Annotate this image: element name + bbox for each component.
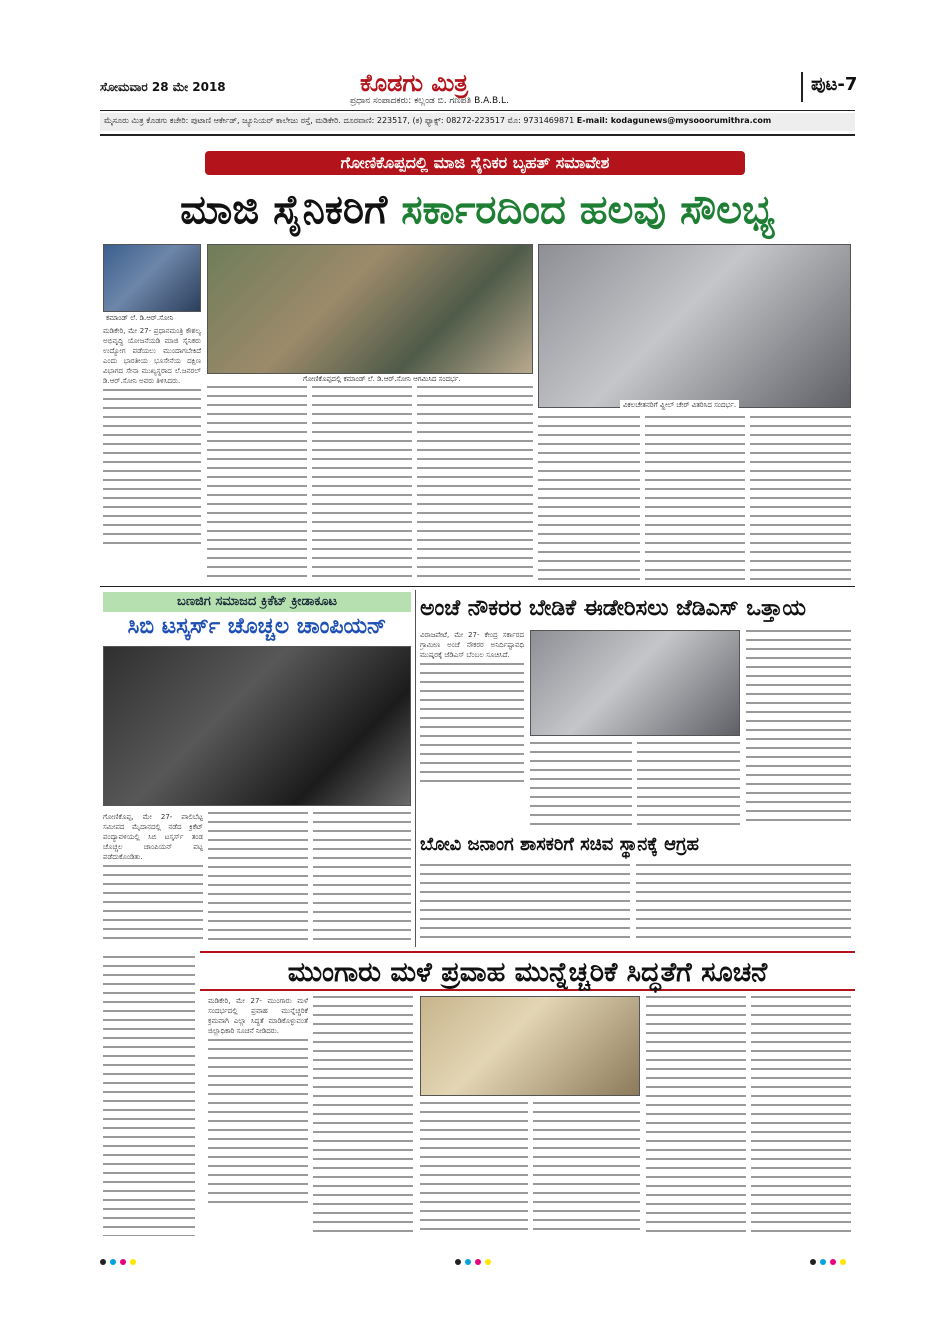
story2-column-3 [313,812,411,946]
story1-body-text [103,389,201,549]
story2-column-2 [208,812,308,946]
story3-column-4 [746,630,851,826]
story5-body-text [208,1039,308,1209]
story1-caption-1: ಕಮಾಂಡ್ ಲೆ. ಡಿ.ಆರ್.ಸೋನಿ [103,313,201,324]
story3-lead: ವಿರಾಜಪೇಟೆ, ಮೇ 27- ಕೇಂದ್ರ ಸರ್ಕಾರದ ಗ್ರಾಮೀಣ ಅಂಚೆ ನೌಕರರ ಅನಿರ್ದಿಷ್ಟಾವಧಿ ಮುಷ್ಕರಕ್ಕೆ ಜೆಡಿಎಸ್ ಬೆಂಬಲ ಸೂಚಿಸಿದೆ. [420,631,524,659]
story5-lead: ಮಡಿಕೇರಿ, ಮೇ 27- ಮುಂಗಾರು ಮಳೆ ಸಂದರ್ಭದಲ್ಲಿ ಪ್ರವಾಹ ಮುನ್ನೆಚ್ಚರಿಕೆ ಕ್ರಮವಾಗಿ ಎಲ್ಲಾ ಸಿದ್ಧತೆ ಮಾಡಿಕೊಳ್ಳುವಂತೆ ಜಿಲ್ಲಾಧಿಕಾರಿ ಸೂಚನೆ ನೀಡಿದರು. [208,997,308,1035]
story3-body-text [420,663,524,783]
story5-column-3 [420,1102,528,1236]
story5-column-6 [751,996,851,1236]
story2-column-1 [103,812,203,946]
story1-caption-3: ವಿಕಲಚೇತನರಿಗೆ ವ್ಹೀಲ್ ಚೇರ್ ವಿತರಿಸಿದ ಸಂದರ್ಭ. [620,400,739,411]
story2-kicker: ಬಣಜಿಗ ಸಮಾಜದ ಕ್ರಿಕೆಟ್ ಕ್ರೀಡಾಕೂಟ [103,592,411,612]
story3-column-2 [530,742,632,826]
story1-column-3 [312,386,412,582]
story1-column-2 [207,386,307,582]
story1-column-4 [417,386,533,582]
story1-column-1 [103,326,201,582]
story1-photo-parade [207,244,533,374]
issue-date: ಸೋಮವಾರ 28 ಮೇ 2018 [100,80,226,94]
section-divider [100,586,855,587]
story2-photo-team [103,646,411,806]
story2-body-text [103,865,203,945]
masthead-rule-bottom [100,134,855,136]
story5-column-2 [313,996,413,1236]
story4-column-1 [420,864,630,944]
editor-line: ಪ್ರಧಾನ ಸಂಪಾದಕರು: ಕಲ್ಲಂಡ ಬಿ. ಗಣಪತಿ B.A.B.L. [350,96,509,106]
story1-lead: ಮಡಿಕೇರಿ, ಮೇ 27- ಪ್ರಧಾನಮಂತ್ರಿ ಕೌಶಲ್ಯ ಅಭಿವೃದ್ಧಿ ಯೋಜನೆಯಡಿ ಮಾಜಿ ಸೈನಿಕರು ಉದ್ಯೋಗ ಪಡೆಯಲು ಮುಂದಾಗಬೇಕಿದೆ ಎಂದು ಭಾರತೀಯ ಭೂಸೇನೆಯ ದಕ್ಷಿಣ ವಿಭಾಗದ ಸೇನಾ ಮುಖ್ಯಸ್ಥರಾದ ಲೆ.ಜನರಲ್ ಡಿ.ಆರ್.ಸೋನಿ ಅವರು ತಿಳಿಸಿದರು. [103,327,201,385]
masthead-rule [100,110,855,111]
contact-text: ಮೈಸೂರು ಮಿತ್ರ ಕೊಡಗು ಕಚೇರಿ: ಪುಟಾಣಿ ಆರ್ಕೇಡ್, ಜ್ಯೂನಿಯರ್ ಕಾಲೇಜು ರಸ್ತೆ, ಮಡಿಕೇರಿ. ದೂರವಾಣಿ: 223517, (ಕ) ಫ್ಯಾಕ್ಸ್: 08272-223517 ಮೊ: 9731469871 [104,116,575,125]
print-registration-marks-left [100,1250,140,1269]
story1-photo-portrait [103,244,201,312]
story1-photo-wheelchair [538,244,851,408]
contact-email: E-mail: kodagunews@mysooorumithra.com [576,116,772,125]
print-registration-marks-center [455,1250,495,1269]
story1-headline [100,182,855,238]
print-registration-marks-right [810,1250,850,1269]
story2-headline: ಸಿಬಿ ಟಸ್ಕರ್ಸ್ ಚೊಚ್ಚಲ ಚಾಂಪಿಯನ್ [127,614,387,639]
story4-column-2 [636,864,851,944]
story3-headline: ಅಂಚೆ ನೌಕರರ ಬೇಡಿಕೆ ಈಡೇರಿಸಲು ಜೆಡಿಎಸ್ ಒತ್ತಾಯ [420,596,806,621]
story4-headline: ಬೋವಿ ಜನಾಂಗ ಶಾಸಕರಿಗೆ ಸಚಿವ ಸ್ಥಾನಕ್ಕೆ ಆಗ್ರಹ [420,834,699,855]
story5-headline: ಮುಂಗಾರು ಮಳೆ ಪ್ರವಾಹ ಮುನ್ನೆಚ್ಚರಿಕೆ ಸಿದ್ಧತೆಗೆ ಸೂಚನೆ [200,951,855,991]
story3-column-3 [637,742,740,826]
story3-column-1 [420,630,524,826]
column-rule [415,590,416,947]
contact-strip [100,113,855,131]
story1-column-6 [645,416,745,582]
story5-column-5 [646,996,746,1236]
story1-caption-2: ಗೋಣಿಕೊಪ್ಪದಲ್ಲಿ ಕಮಾಂಡ್ ಲೆ. ಡಿ.ಆರ್.ಸೋನಿ ಆಗಮಿಸಿದ ಸಂದರ್ಭ. [300,374,464,385]
story5-column-4 [533,1102,640,1236]
newspaper-title: ಕೊಡಗು ಮಿತ್ರ [360,68,469,97]
story5-column-1 [208,996,308,1236]
left-strip-column [103,956,195,1236]
page-number: ಪುಟ-7 [801,72,855,102]
story1-headline-part1: ಮಾಜಿ ಸೈನಿಕರಿಗೆ [180,186,388,233]
story2-lead: ಗೋಣಿಕೊಪ್ಪ, ಮೇ 27- ಪಾಲಿಬೆಟ್ಟ ಸಮೀಪದ ಮೈದಾನದಲ್ಲಿ ನಡೆದ ಕ್ರಿಕೆಟ್ ಪಂದ್ಯಾವಳಿಯಲ್ಲಿ ಸಿಬಿ ಟಸ್ಕರ್ಸ್ ತಂಡ ಚೊಚ್ಚಲ ಚಾಂಪಿಯನ್ ಪಟ್ಟ ಪಡೆದುಕೊಂಡಿತು. [103,813,203,861]
story1-column-5 [538,416,640,582]
story3-photo-protest [530,630,740,736]
story1-column-7 [750,416,851,582]
story1-headline-part2: ಸರ್ಕಾರದಿಂದ ಹಲವು ಸೌಲಭ್ಯ [401,186,775,233]
story1-kicker: ಗೋಣಿಕೊಪ್ಪದಲ್ಲಿ ಮಾಜಿ ಸೈನಿಕರ ಬೃಹತ್ ಸಮಾವೇಶ [205,151,745,175]
masthead [100,68,858,106]
story5-photo-meeting [420,996,640,1096]
